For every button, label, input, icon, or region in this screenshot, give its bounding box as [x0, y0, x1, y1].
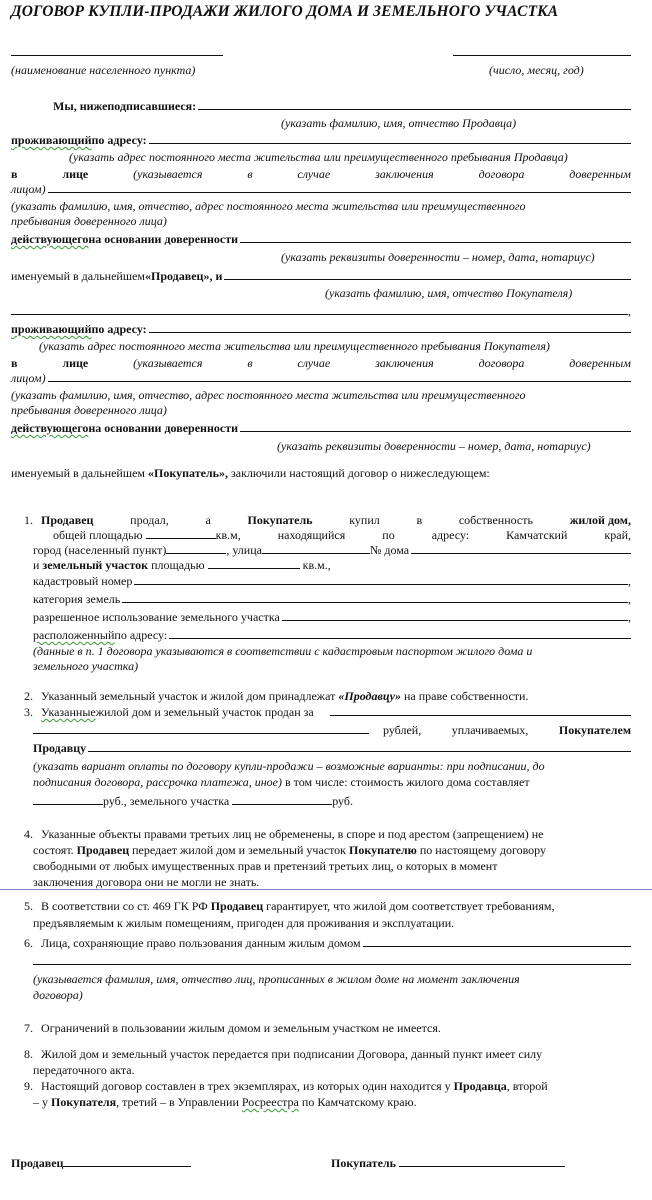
specified-word: Указанные: [41, 705, 96, 719]
street-label: , улица: [226, 543, 262, 557]
clause-word: адресу:: [431, 528, 470, 542]
document-title: ДОГОВОР КУПЛИ-ПРОДАЖИ ЖИЛОГО ДОМА И ЗЕМЕЛЬНОГО УЧАСТКА: [11, 3, 559, 20]
payment-hint-2: подписания договора, рассрочка платежа, иное): [33, 775, 282, 789]
category-label: категория земель: [33, 592, 121, 606]
residents-blank[interactable]: [363, 935, 631, 947]
located-line: [33, 627, 631, 643]
rubles-word: рублей,: [383, 723, 422, 737]
clause-9-text: по Камчатскому краю.: [298, 1095, 417, 1109]
buyer-dative: Покупателю: [349, 843, 417, 857]
rosreestr-word: Росреестра: [241, 1095, 299, 1109]
city-label: город (населенный пункт): [33, 543, 167, 557]
seller-signature-label: Продавец: [11, 1156, 64, 1170]
cadastral-line: [33, 573, 631, 589]
in-person-word: в: [247, 167, 253, 181]
on-basis-label: на основании доверенности: [88, 232, 239, 246]
buyer-in-person-tail: [11, 370, 631, 386]
at-address-label: по адресу:: [91, 322, 147, 336]
clause-4-text: передает жилой дом и земельный участок: [129, 843, 350, 857]
seller-genitive: Продавца: [453, 1079, 507, 1093]
clause-4-text: по настоящему договору: [416, 843, 547, 857]
place-blank[interactable]: [11, 44, 223, 56]
seller-address-hint: (указать адрес постоянного места жительства или преимущественного пребывания Продавца): [69, 150, 568, 164]
seller-name-hint: (указать фамилию, имя, отчество Продавца): [281, 116, 517, 130]
clause-word: по: [382, 528, 395, 542]
city-blank[interactable]: [166, 542, 226, 554]
located-word: расположенный: [33, 628, 115, 642]
clause-3-text: жилой дом и земельный участок продан за: [95, 705, 314, 719]
price-words-blank[interactable]: [33, 722, 369, 734]
comma: ,: [628, 592, 631, 606]
street-blank[interactable]: [262, 542, 370, 554]
clause-3-line-6: [33, 793, 631, 809]
buyer-power-hint: (указать реквизиты доверенности – номер, дата, нотариус): [277, 439, 591, 453]
proxy-hint-1: (указать фамилию, имя, отчество, адрес постоянного места жительства или преимущественного: [11, 388, 526, 402]
house-number-label: № дома: [369, 543, 410, 557]
buyer-role-label: «Покупатель»,: [148, 466, 228, 480]
clause-9-text: Настоящий договор составлен в трех экземплярах, из которых один находится у: [41, 1079, 454, 1093]
clause-1-line-2: [53, 527, 631, 543]
buyer-signature-blank[interactable]: [399, 1155, 565, 1167]
buyer-name-blank-2[interactable]: [11, 303, 628, 315]
in-word: в: [11, 356, 18, 370]
including-text: в том числе: стоимость жилого дома составляет: [282, 775, 530, 789]
clause-5-text: гарантирует, что жилой дом соответствует требованиям,: [263, 899, 555, 913]
clause-1-note-1: (данные в п. 1 договора указываются в соответствии с кадастровым паспортом жилого дома и: [33, 644, 533, 658]
clause-6-line-2: [33, 953, 631, 965]
sqm-label: кв.м.,: [299, 558, 331, 572]
signatures: [11, 1155, 631, 1171]
land-cost-label: руб., земельного участка: [103, 794, 230, 808]
area-label: общей площадью: [53, 528, 143, 542]
at-address-label: по адресу:: [114, 628, 168, 642]
clause-word: собственность: [458, 513, 533, 527]
clause-number: 3.: [24, 705, 33, 719]
seller-word: Продавец: [73, 843, 130, 857]
buyer-name-blank[interactable]: [224, 268, 631, 280]
at-address-label: по адресу:: [91, 133, 147, 147]
buyer-name-hint: (указать фамилию, имя, отчество Покупателя): [325, 286, 573, 300]
clause-6-line-1: [11, 935, 631, 951]
clause-number: 4.: [24, 827, 33, 841]
clause-9-text: , второй: [506, 1079, 548, 1093]
acting-label: действующего: [11, 421, 89, 435]
permitted-use-label: разрешенное использование земельного участка: [33, 610, 280, 624]
seller-word: Продавец: [41, 513, 94, 527]
buyer-proxy-blank[interactable]: [48, 370, 631, 382]
place-date-lines: [11, 44, 631, 60]
clause-9-text: – у: [33, 1095, 51, 1109]
clause-5-line-2: предъявляемым к жилым помещениям, пригоден для проживания и эксплуатации.: [33, 916, 455, 930]
in-person-word: заключения: [375, 167, 434, 181]
clause-word: находящийся: [277, 528, 346, 542]
region-word: Камчатский: [506, 528, 568, 542]
category-blank[interactable]: [122, 591, 628, 603]
clause-4-text: состоят.: [33, 843, 74, 857]
clause-4-line-4: заключения договора они не могли не знать.: [33, 875, 260, 889]
in-person-word: доверенным: [569, 356, 631, 370]
seller-power-blank[interactable]: [240, 231, 631, 243]
house-word: жилой дом,: [569, 513, 631, 527]
place-hint: (наименование населенного пункта): [11, 63, 196, 77]
in-person-word: (указывается: [133, 167, 203, 181]
in-person-word: договора: [478, 356, 525, 370]
residents-blank-2[interactable]: [33, 953, 631, 965]
permitted-use-line: [33, 609, 631, 625]
comma: ,: [628, 574, 631, 588]
clause-1-note-2: земельного участка): [33, 659, 139, 673]
seller-address-blank[interactable]: [149, 132, 631, 144]
clause-7: [11, 1020, 631, 1036]
seller-name-line: [53, 98, 631, 114]
and-word: и: [33, 558, 43, 572]
clause-number: 8.: [24, 1047, 33, 1061]
proxy-hint-2: пребывания доверенного лица): [11, 214, 167, 228]
buyer-address-line: [11, 321, 631, 337]
clause-3-line-1: [11, 704, 631, 720]
in-word: в: [11, 167, 18, 181]
seller-name-blank[interactable]: [198, 98, 631, 110]
cadastral-blank[interactable]: [134, 573, 628, 585]
proxy-hint-1: (указать фамилию, имя, отчество, адрес постоянного места жительства или преимущественного: [11, 199, 526, 213]
clause-6-text: Лица, сохраняющие право пользования данным жилым домом: [41, 936, 361, 950]
hereinafter-text: именуемый в дальнейшем: [11, 269, 146, 283]
buyer-in-person-line: [11, 355, 631, 371]
clause-8-line-1: [11, 1046, 631, 1062]
place-date-hints: [11, 62, 631, 78]
clause-word: в: [416, 513, 423, 527]
buyer-word: Покупатель: [247, 513, 313, 527]
in-person-word: (указывается: [133, 356, 203, 370]
clause-word: купил: [349, 513, 380, 527]
clause-5-line-1: [11, 898, 631, 914]
clause-3-line-2: [33, 722, 631, 738]
comma: ,: [628, 610, 631, 624]
seller-power-line: [11, 231, 631, 247]
clause-4-line-1: [11, 826, 631, 842]
on-basis-label: на основании доверенности: [88, 421, 239, 435]
date-hint: (число, месяц, год): [489, 63, 584, 77]
in-person-word: договора: [478, 167, 525, 181]
clause-9-text: , третий – в Управлении: [116, 1095, 242, 1109]
clause-3-line-5: [33, 774, 631, 790]
buyer-hereinafter: именуемый в дальнейшем: [11, 466, 149, 480]
we-signed-label: Мы, нижеподписавшиеся:: [53, 99, 197, 113]
clause-1-line-3: [33, 542, 631, 558]
clause-1-line-1: [11, 512, 631, 528]
person-word: лице: [62, 167, 89, 181]
price-blank[interactable]: [330, 704, 631, 716]
buyer-signature-label: Покупатель: [331, 1156, 396, 1170]
buyer-genitive: Покупателя: [51, 1095, 117, 1109]
residing-label: проживающий: [11, 133, 92, 147]
paid-word: уплачиваемых,: [451, 723, 529, 737]
in-person-word: случае: [297, 167, 331, 181]
buyer-role-line: [11, 465, 631, 481]
seller-power-hint: (указать реквизиты доверенности – номер, дата, нотариус): [281, 250, 595, 264]
residing-label: проживающий: [11, 322, 92, 336]
clause-word: а: [205, 513, 211, 527]
sqm-label: кв.м,: [215, 528, 241, 542]
in-person-word: заключения: [375, 356, 434, 370]
buyer-address-hint: (указать адрес постоянного места жительства или преимущественного пребывания Покупателя): [39, 339, 550, 353]
permitted-use-blank[interactable]: [282, 609, 628, 621]
clause-7-text: Ограничений в пользовании жилым домом и земельным участком не имеется.: [41, 1021, 441, 1035]
house-area-blank[interactable]: [146, 527, 216, 539]
clause-2-text: Указанный земельный участок и жилой дом принадлежат: [41, 689, 339, 703]
land-cost-blank[interactable]: [232, 793, 332, 805]
house-cost-blank[interactable]: [33, 793, 103, 805]
date-blank[interactable]: [453, 44, 631, 56]
in-person-word: доверенным: [569, 167, 631, 181]
seller-address-line: [11, 132, 631, 148]
person-word: лице: [62, 356, 89, 370]
clause-3-line-3: [33, 740, 631, 756]
seller-dative: «Продавцу»: [338, 689, 401, 703]
clause-8-line-2: передаточного акта.: [33, 1063, 135, 1077]
area-label: площадью: [148, 558, 205, 572]
clause-word: край,: [604, 528, 631, 542]
buyer-address-blank[interactable]: [149, 321, 631, 333]
clause-8-text: Жилой дом и земельный участок передается при подписании Договора, данный пункт имеет силу: [41, 1047, 543, 1061]
buyer-power-line: [11, 420, 631, 436]
comma: ,: [628, 304, 631, 318]
house-number-blank[interactable]: [411, 542, 631, 554]
clause-word: продал,: [130, 513, 169, 527]
seller-signature-blank[interactable]: [63, 1155, 191, 1167]
residents-hint-1: (указывается фамилия, имя, отчество лиц, прописанных в жилом доме на момент заключения: [33, 972, 520, 986]
page-break-line: [0, 889, 652, 890]
buyer-power-blank[interactable]: [240, 420, 631, 432]
clause-4-line-2: [33, 842, 631, 858]
clause-number: 2.: [24, 689, 33, 703]
clause-number: 7.: [24, 1021, 33, 1035]
buyer-name-continue: [11, 303, 631, 319]
category-line: [33, 591, 631, 607]
in-person-tail: лицом): [11, 371, 46, 385]
seller-in-person-line: [11, 166, 631, 182]
clause-1-line-4: [33, 557, 631, 573]
land-address-blank[interactable]: [169, 627, 631, 639]
clause-9-line-1: [11, 1078, 631, 1094]
rubles-word: руб.: [332, 794, 353, 808]
residents-hint-2: договора): [33, 988, 83, 1002]
in-person-tail: лицом): [11, 182, 46, 196]
seller-role-line: [11, 268, 631, 284]
seller-word: Продавец: [210, 899, 264, 913]
clause-number: 6.: [24, 936, 33, 950]
in-person-word: в: [247, 356, 253, 370]
seller-role-label: «Продавец», и: [145, 269, 223, 283]
concluded-text: заключили настоящий договор о нижеследующем:: [228, 466, 490, 480]
seller-in-person-tail: [11, 181, 631, 197]
proxy-hint-2: пребывания доверенного лица): [11, 403, 167, 417]
clause-4-text: Указанные объекты правами третьих лиц не обременены, в споре и под арестом (запрещением) не: [41, 827, 544, 841]
acting-label: действующего: [11, 232, 89, 246]
payment-hint-1: (указать вариант оплаты по договору купли-продажи – возможные варианты: при подписании, до: [33, 759, 545, 773]
clause-9-line-2: [33, 1094, 631, 1110]
clause-2: [11, 688, 631, 704]
clause-number: 5.: [24, 899, 33, 913]
clause-2-tail: на праве собственности.: [401, 689, 529, 703]
proxy-blank[interactable]: [48, 181, 631, 193]
clause-number: 1.: [24, 513, 33, 527]
in-person-word: случае: [297, 356, 331, 370]
seller-dative: Продавцу: [33, 741, 87, 755]
land-area-blank[interactable]: [208, 557, 300, 569]
buyer-instrumental: Покупателем: [558, 723, 631, 737]
clause-4-line-3: свободными от любых имущественных прав и претензий третьих лиц, о которых в момент: [33, 859, 498, 873]
clause-5-text: В соответствии со ст. 469 ГК РФ: [41, 899, 211, 913]
payment-method-blank[interactable]: [88, 740, 631, 752]
land-plot-word: земельный участок: [42, 558, 149, 572]
cadastral-label: кадастровый номер: [33, 574, 133, 588]
clause-number: 9.: [24, 1079, 33, 1093]
